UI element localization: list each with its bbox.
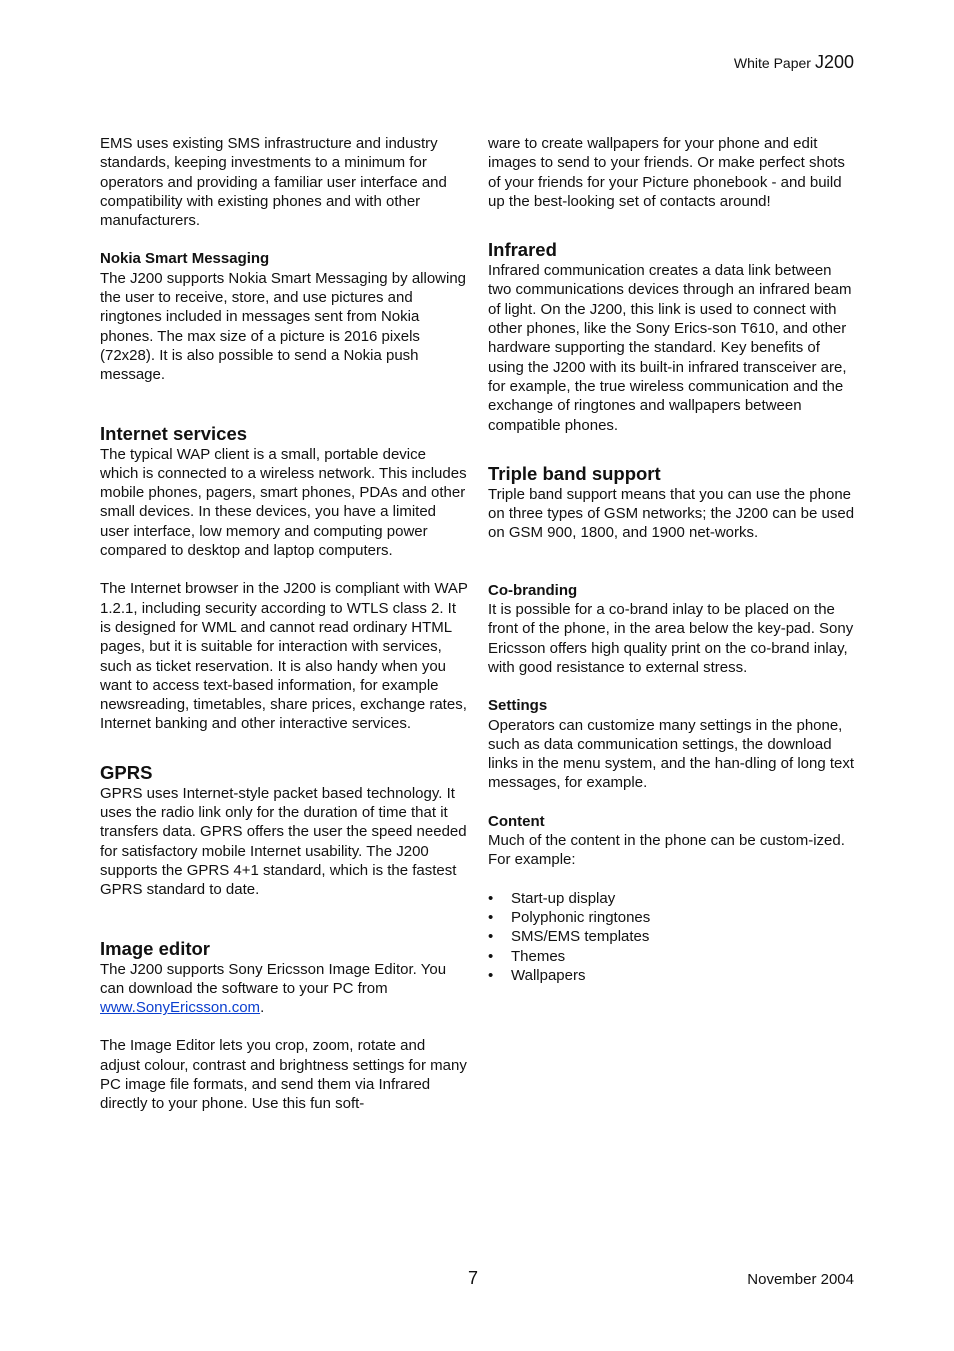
image-editor-text: The J200 supports Sony Ericsson Image Editor. You can download the software to your PC from <box>100 960 447 997</box>
content-list <box>488 889 856 985</box>
co-branding-heading: Co-branding <box>488 581 578 599</box>
left-column <box>100 134 468 1114</box>
infrared-paragraph: Infrared communication creates a data link between two communications devices through an infrared beam of light. On the J200, this link is used to connect with other phones, like the Sony Erics-son T610, and other hardware supporting the standard. Key benefits of using the J200 with its built-in infrared transceiver are, for example, the true wireless communication and the exchange of ringtones and wallpapers between compatible phones. <box>488 262 852 434</box>
settings-paragraph: Operators can customize many settings in the phone, such as data communication settings, the download links in the menu system, and the han-dling of long text messages, for example. <box>488 716 855 792</box>
content-paragraph: Much of the content in the phone can be custom-ized. For example: <box>488 832 845 869</box>
internet-paragraph-2: The Internet browser in the J200 is compliant with WAP 1.2.1, including security according to WTLS class 2. It is designed for WML and cannot read ordinary HTML pages, but it is suitable for interaction with services, such as ticket reservation. It is also handy when you want to access text-based information, for example newsreading, timetables, share prices, exchange rates, Internet banking and other interactive services. <box>100 580 468 733</box>
bullet-icon: • <box>488 908 494 926</box>
gprs-heading: GPRS <box>100 761 153 783</box>
list-item-label: Polyphonic ringtones <box>511 908 651 926</box>
right-column <box>488 134 856 985</box>
content-heading: Content <box>488 812 545 830</box>
infrared-heading: Infrared <box>488 239 557 261</box>
triple-band-paragraph: Triple band support means that you can use the phone on three types of GSM networks; the J200 can be used on GSM 900, 1800, and 1900 net-works. <box>488 485 855 542</box>
image-editor-paragraph-1 <box>100 960 468 1018</box>
image-editor-period: . <box>260 999 265 1017</box>
list-item-label: Start-up display <box>511 889 616 907</box>
internet-heading: Internet services <box>100 422 248 444</box>
list-item-label: Themes <box>511 947 566 965</box>
list-item <box>488 947 856 966</box>
header-label: White Paper <box>733 55 811 71</box>
triple-band-heading: Triple band support <box>488 462 661 484</box>
list-item-label: SMS/EMS templates <box>511 928 650 946</box>
bullet-icon: • <box>488 966 494 984</box>
list-item-label: Wallpapers <box>511 966 586 984</box>
list-item <box>488 927 856 946</box>
list-item <box>488 966 856 985</box>
image-editor-heading: Image editor <box>100 937 210 959</box>
internet-paragraph-1: The typical WAP client is a small, portable device which is connected to a wireless network. This includes mobile phones, pagers, smart phones, PDAs and other small devices. In these devices, you have a limited user interface, low memory and computing power compared to desktop and laptop computers. <box>100 445 467 560</box>
bullet-icon: • <box>488 947 494 965</box>
page-header <box>734 52 854 73</box>
sonyericsson-link[interactable]: www.SonyEricsson.com <box>100 999 261 1017</box>
image-editor-paragraph-2: The Image Editor lets you crop, zoom, rotate and adjust colour, contrast and brightness settings for many PC image file formats, and send them via Infrared directly to your phone. Use this fun soft- <box>100 1037 467 1113</box>
co-branding-paragraph: It is possible for a co-brand inlay to be placed on the front of the phone, in the area below the key-pad. Sony Ericsson offers high quality print on the co-brand inlay, with good resistance to external stress. <box>488 601 854 676</box>
settings-heading: Settings <box>488 697 548 715</box>
wallpaper-continuation: ware to create wallpapers for your phone and edit images to send to your friends. Or make perfect shots of your friends for your Picture phonebook - and build up the best-looking set of contacts around! <box>488 135 845 210</box>
footer-date: November 2004 <box>747 1271 854 1288</box>
bullet-icon: • <box>488 928 494 946</box>
list-item <box>488 908 856 927</box>
nokia-paragraph: The J200 supports Nokia Smart Messaging by allowing the user to receive, store, and use pictures and ringtones included in messages sent from Nokia phones. The max size of a picture is 2016 pixels (72x28). It is also possible to send a Nokia push message. <box>100 269 467 384</box>
gprs-paragraph: GPRS uses Internet-style packet based technology. It uses the radio link only for the duration of time that it transfers data. GPRS offers the user the speed needed for satisfactory mobile Internet usability. The J200 supports the GPRS 4+1 standard, which is the fastest GPRS standard to date. <box>100 784 467 899</box>
ems-paragraph: EMS uses existing SMS infrastructure and industry standards, keeping investments to a minimum for operators and providing a familiar user interface and compatibility with existing phones and with other manufacturers. <box>100 135 447 230</box>
list-item <box>488 889 856 908</box>
header-model: J200 <box>814 52 854 72</box>
bullet-icon: • <box>488 889 494 907</box>
page-number: 7 <box>468 1268 479 1288</box>
nokia-heading: Nokia Smart Messaging <box>100 250 270 268</box>
